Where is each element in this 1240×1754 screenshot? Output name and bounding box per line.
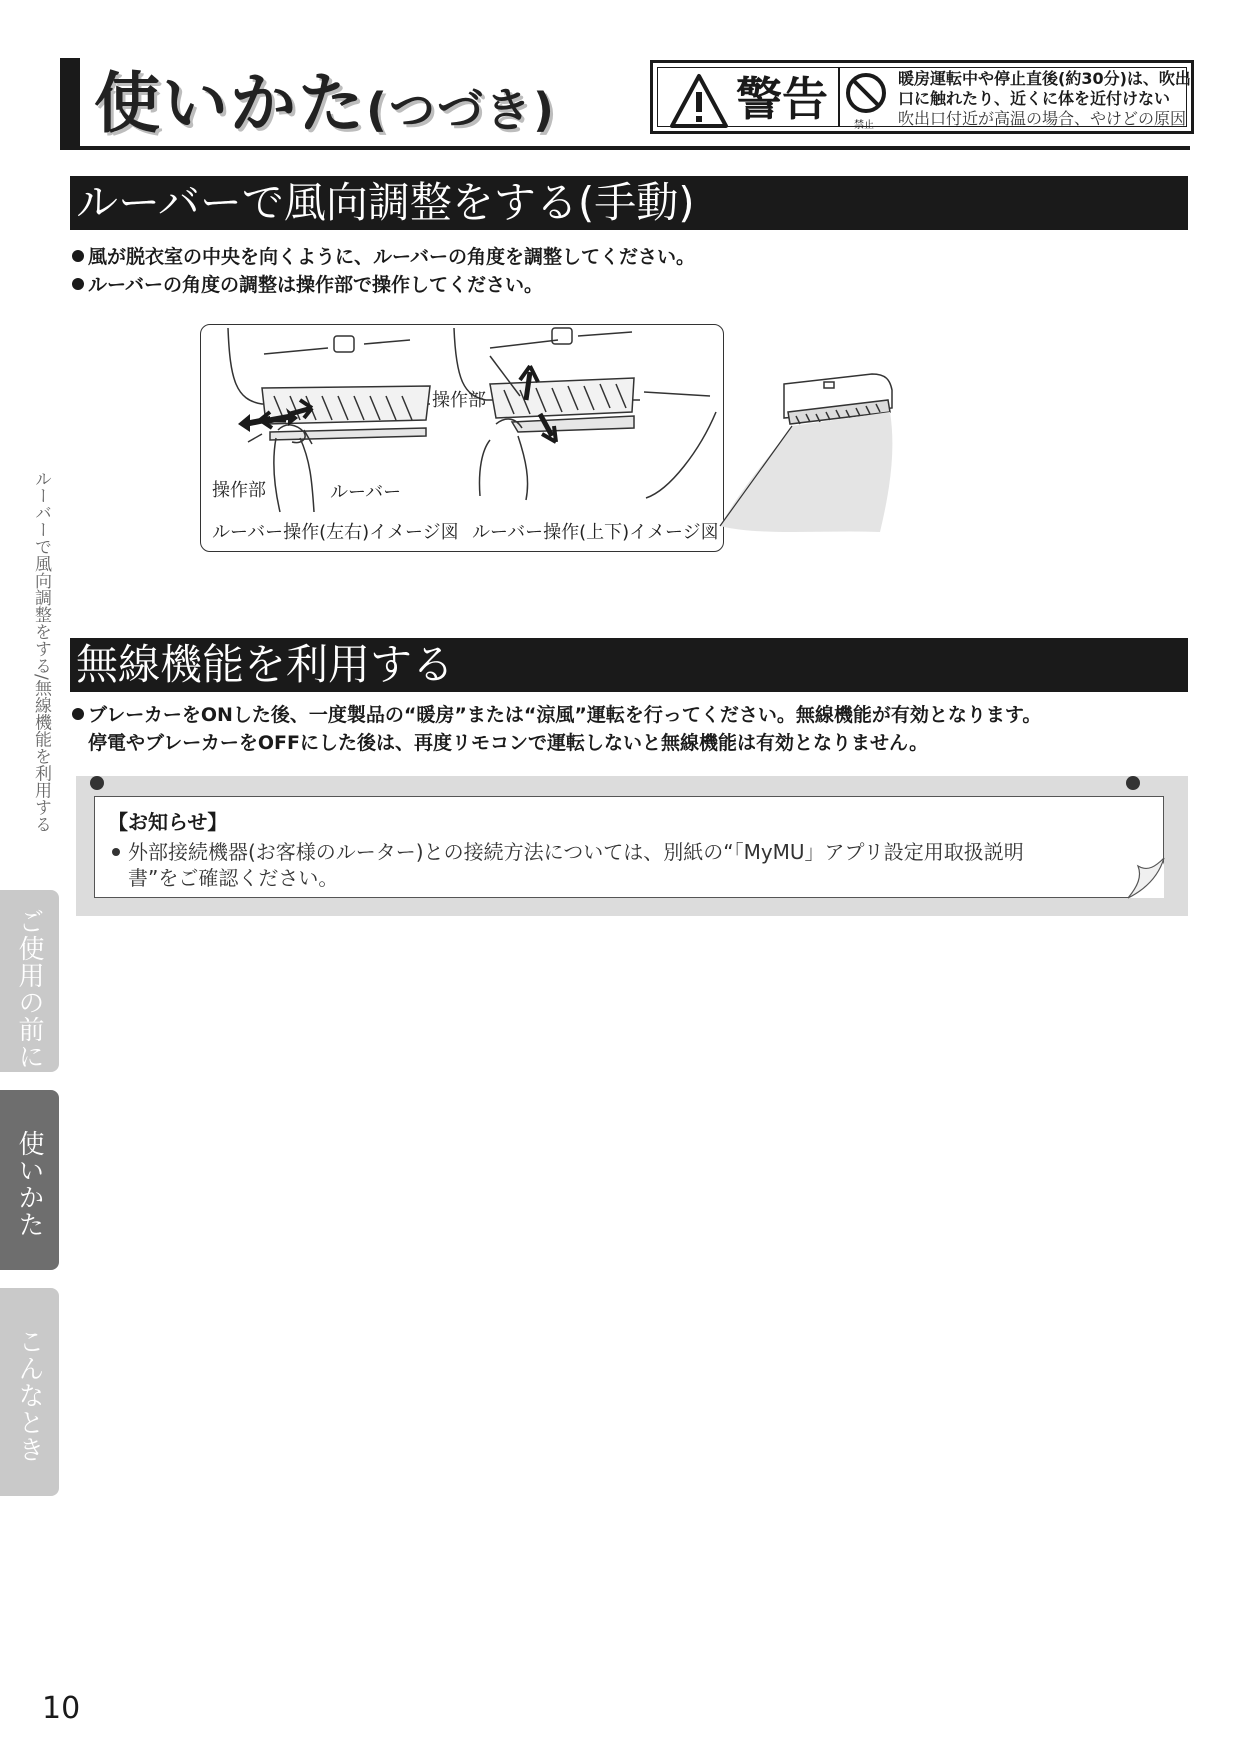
louver-label-louver: ルーバー (330, 482, 402, 503)
warning-line-3: 吹出口付近が高温の場合、やけどの原因 (898, 109, 1187, 128)
louver-bullet-2-text: ルーバーの角度の調整は操作部で操作してください。 (88, 274, 544, 296)
bullet-icon (72, 278, 84, 290)
notice-line-2: 書”をご確認ください。 (128, 866, 339, 890)
tab-troubleshooting-label: こんなとき (14, 1328, 44, 1463)
prohibit-icon (844, 71, 888, 115)
prohibit-caption: 禁止 (854, 120, 874, 131)
warning-box (650, 60, 1194, 134)
page-title (94, 62, 556, 152)
tab-how-to-use-label: 使いかた (14, 1130, 44, 1238)
warning-label-cell (658, 68, 840, 126)
hand-left-icon (274, 438, 314, 512)
page-number: 10 (42, 1691, 81, 1726)
warning-line-1: 暖房運転中や停止直後(約30分)は、吹出 (898, 69, 1191, 88)
title-accent-bar (60, 58, 80, 150)
notice-line-1-text: 外部接続機器(お客様のルーター)との接続方法については、別紙の“「MyMU」アプリ設定用取扱説明 (128, 840, 1024, 864)
warning-line-2: 口に触れたり、近くに体を近付けない (898, 89, 1171, 108)
louver-bullet-2 (72, 272, 543, 299)
tab-before-use[interactable] (0, 890, 59, 1072)
bullet-icon (72, 708, 84, 720)
louver-label-operation-right: 操作部 (432, 390, 486, 411)
pin-right-icon (1126, 776, 1140, 790)
bullet-icon (72, 250, 84, 262)
wireless-paragraph-line-1 (72, 702, 1041, 729)
louver-caption-right: ルーバー操作(上下)イメージ図 (472, 522, 719, 543)
louver-label-operation-left: 操作部 (212, 480, 266, 501)
louver-bullet-1 (72, 244, 695, 271)
wireless-paragraph-line-1-text: ブレーカーをONした後、一度製品の“暖房”または“涼風”運転を行ってください。無線機能が有効となります。 (88, 704, 1042, 726)
side-running-head: ルーバーで風向調整をする/無線機能を利用する (31, 470, 51, 833)
section-heading-wireless: 無線機能を利用する (70, 638, 1188, 692)
section-heading-louver: ルーバーで風向調整をする(手動) (70, 176, 1188, 230)
prohibit-cell (840, 68, 892, 131)
page-title-sub: (つづき) (366, 83, 557, 137)
tab-troubleshooting[interactable] (0, 1288, 59, 1496)
warning-text (898, 69, 1194, 129)
louver-caption-left: ルーバー操作(左右)イメージ図 (212, 522, 459, 543)
warning-inner-frame (657, 67, 1191, 131)
notice-line-1 (112, 838, 1024, 866)
bullet-icon (112, 848, 120, 856)
pin-left-icon (90, 776, 104, 790)
warning-label: 警告 (736, 72, 828, 126)
wireless-paragraph-line-2: 停電やブレーカーをOFFにした後は、再度リモコンで運転しないと無線機能は有効となりません。 (88, 732, 929, 754)
louver-bullet-1-text: 風が脱衣室の中央を向くように、ルーバーの角度を調整してください。 (88, 246, 696, 268)
tab-how-to-use[interactable] (0, 1090, 59, 1270)
tab-before-use-label: ご使用の前に (14, 908, 44, 1070)
airflow-icon (720, 412, 892, 532)
notice-title: 【お知らせ】 (108, 810, 228, 834)
page-title-main: 使いかた (94, 65, 366, 142)
title-rule (60, 146, 1190, 150)
hand-right-icon (479, 436, 527, 500)
warning-triangle-icon (668, 72, 730, 130)
page-curl-icon (1124, 852, 1166, 900)
